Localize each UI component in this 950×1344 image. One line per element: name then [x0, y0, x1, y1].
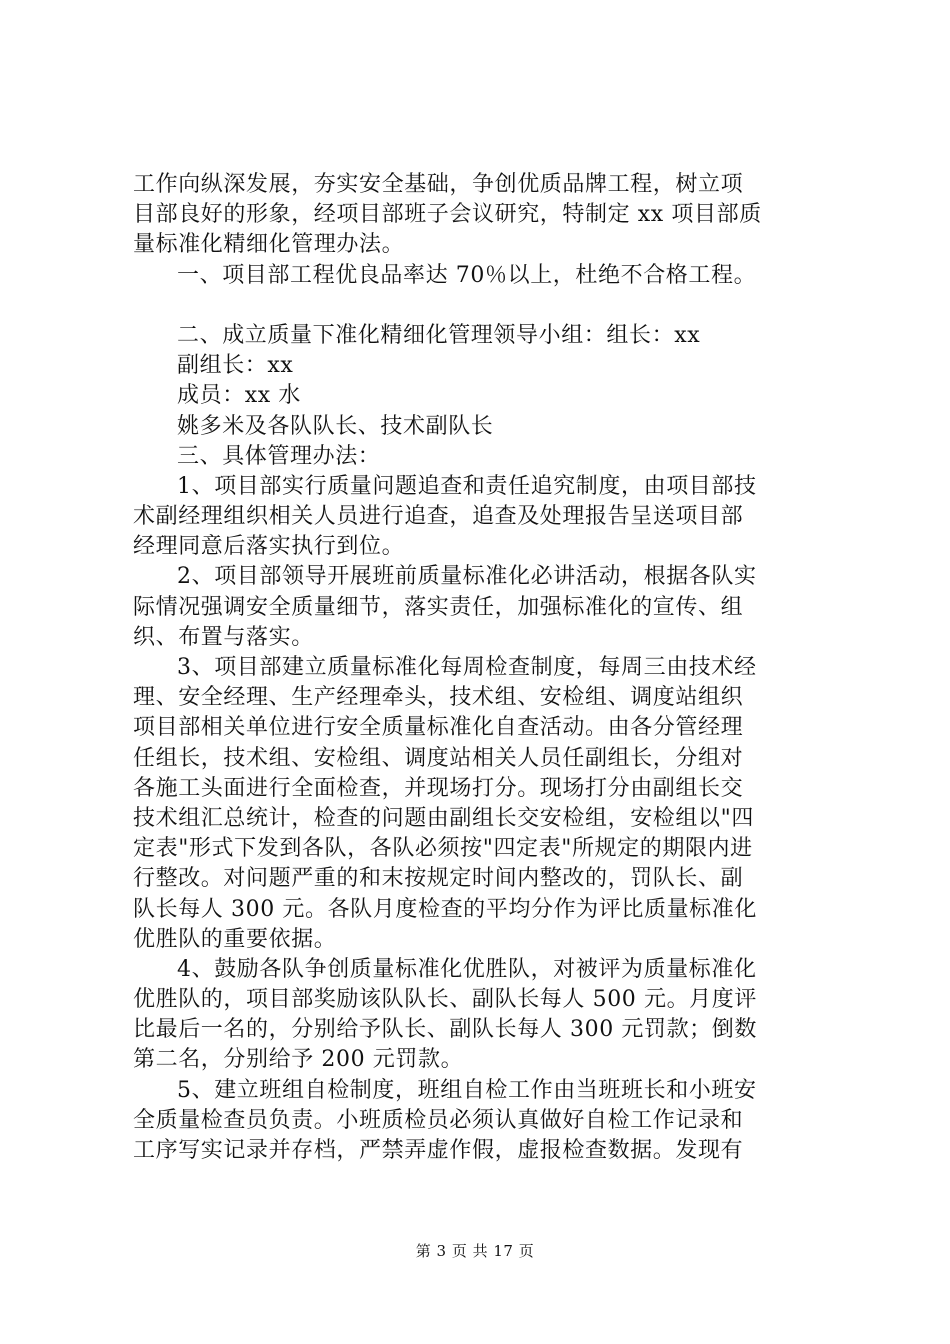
paragraph-start: 3、项目部建立质量标准化每周检查制度，每周三由技术经	[177, 655, 757, 680]
text-line: 定表"形式下发到各队，各队必须按"四定表"所规定的期限内进	[133, 836, 753, 862]
document-body	[133, 170, 833, 1166]
section-heading-3: 三、具体管理办法：	[177, 443, 381, 469]
paragraph-start: 2、项目部领导开展班前质量标准化必讲活动，根据各队实	[177, 564, 757, 590]
text-line: 术副经理组织相关人员进行追查，追查及处理报告呈送项目部	[133, 504, 744, 530]
text-line: 行整改。对问题严重的和末按规定时间内整改的，罚队长、副	[133, 866, 744, 892]
text-line: 各施工头面进行全面检查，并现场打分。现场打分由副组长交	[133, 775, 744, 801]
text-line: 工序写实记录并存档，严禁弄虚作假，虚报检查数据。发现有	[133, 1138, 744, 1163]
text-line: 工作向纵深发展，夯实安全基础，争创优质品牌工程，树立项	[133, 172, 744, 197]
text-line: 优胜队的重要依据。	[133, 926, 337, 952]
text-line: 织、布置与落实。	[133, 624, 314, 650]
page-number-footer: 第 3 页 共 17 页	[415, 1242, 535, 1260]
text-line: 理、安全经理、生产经理牵头，技术组、安检组、调度站组织	[133, 685, 744, 711]
text-line: 副组长：xx	[177, 353, 294, 379]
text-line: 全质量检查员负责。小班质检员必须认真做好自检工作记录和	[133, 1107, 744, 1133]
text-line: 任组长，技术组、安检组、调度站相关人员任副组长，分组对	[133, 745, 744, 771]
text-line: 量标准化精细化管理办法。	[133, 232, 405, 258]
paragraph-start: 1、项目部实行质量问题追查和责任追究制度，由项目部技	[177, 473, 757, 499]
text-line: 经理同意后落实执行到位。	[133, 534, 405, 560]
text-line: 际情况强调安全质量细节，落实责任，加强标准化的宣传、组	[133, 594, 744, 620]
blank-line	[133, 291, 833, 321]
section-heading-2: 二、成立质量下准化精细化管理领导小组：组长：xx	[177, 322, 701, 348]
text-line: 优胜队的，项目部奖励该队队长、副队长每人 500 元。月度评	[133, 987, 757, 1013]
text-line: 第二名，分别给予 200 元罚款。	[133, 1047, 464, 1073]
text-line: 姚多米及各队队长、技术副队长	[177, 413, 494, 439]
text-line: 成员：xx 水	[177, 383, 302, 409]
text-line: 队长每人 300 元。各队月度检查的平均分作为评比质量标准化	[133, 896, 757, 922]
text-line: 比最后一名的，分别给予队长、副队长每人 300 元罚款；倒数	[133, 1017, 757, 1043]
paragraph-start: 4、鼓励各队争创质量标准化优胜队，对被评为质量标准化	[177, 956, 757, 982]
text-line: 目部良好的形象，经项目部班子会议研究，特制定 xx 项目部质	[133, 202, 762, 228]
text-line: 技术组汇总统计，检查的问题由副组长交安检组，安检组以"四	[133, 805, 754, 831]
text-line: 项目部相关单位进行安全质量标准化自查活动。由各分管经理	[133, 715, 744, 741]
paragraph-start: 5、建立班组自检制度，班组自检工作由当班班长和小班安	[177, 1077, 757, 1103]
section-heading-1: 一、项目部工程优良品率达 70％以上，杜绝不合格工程。	[177, 262, 757, 288]
